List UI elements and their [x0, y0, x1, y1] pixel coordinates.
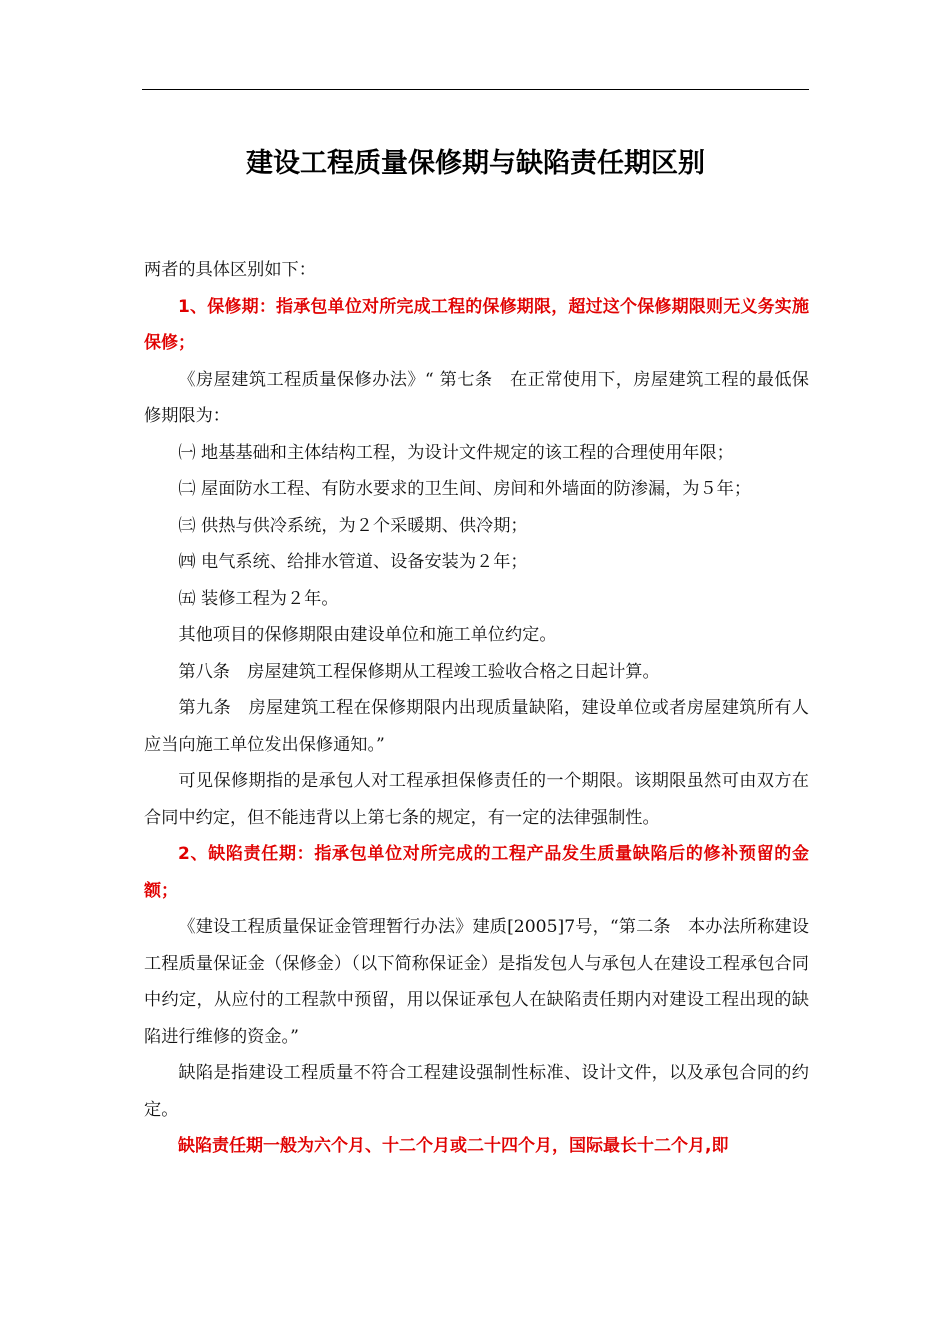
list-item: ㈤ 装修工程为２年。 [178, 588, 339, 609]
intro-paragraph: 两者的具体区别如下： [144, 260, 316, 280]
section2-definition: 缺陷是指建设工程质量不符合工程建设强制性标准、设计文件，以及承包合同的约定。 [144, 1063, 809, 1120]
list-item: ㈠ 地基基础和主体结构工程，为设计文件规定的该工程的合理使用年限； [178, 442, 734, 463]
list-item: ㈢ 供热与供冷系统，为２个采暖期、供冷期； [178, 515, 528, 536]
list-item: ㈡ 屋面防水工程、有防水要求的卫生间、房间和外墙面的防渗漏，为５年； [178, 479, 752, 499]
article-9: 第九条 房屋建筑工程在保修期限内出现质量缺陷，建设单位或者房屋建筑所有人应当向施工单位发出保修通知。” [144, 698, 809, 755]
document-body [144, 252, 809, 1165]
section1-other: 其他项目的保修期限由建设单位和施工单位约定。 [178, 625, 557, 645]
section1-heading: 1、保修期：指承包单位对所完成工程的保修期限，超过这个保修期限则无义务实施保修； [144, 296, 809, 353]
list-item: ㈣ 电气系统、给排水管道、设备安装为２年； [178, 552, 528, 572]
section2-quote: 《建设工程质量保证金管理暂行办法》建质[2005]7号，“第二条 本办法所称建设工程质量保证金（保修金）（以下简称保证金）是指发包人与承包人在建设工程承包合同中约定，从应付的工程款中预留，用以保证承包人在缺陷责任期内对建设工程出现的缺陷进行维修的资金。” [144, 917, 809, 1047]
section1-quote-intro: 《房屋建筑工程质量保修办法》“ 第七条 在正常使用下，房屋建筑工程的最低保修期限为： [144, 369, 809, 426]
article-8: 第八条 房屋建筑工程保修期从工程竣工验收合格之日起计算。 [178, 661, 660, 682]
section1-summary: 可见保修期指的是承包人对工程承担保修责任的一个期限。该期限虽然可由双方在合同中约定，但不能违背以上第七条的规定，有一定的法律强制性。 [144, 771, 809, 828]
section2-period-note: 缺陷责任期一般为六个月、十二个月或二十四个月，国际最长十二个月,即 [178, 1136, 729, 1156]
document-title: 建设工程质量保修期与缺陷责任期区别 [246, 148, 705, 179]
header-rule [142, 89, 809, 90]
section2-heading: 2、缺陷责任期：指承包单位对所完成的工程产品发生质量缺陷后的修补预留的金额； [144, 844, 809, 901]
